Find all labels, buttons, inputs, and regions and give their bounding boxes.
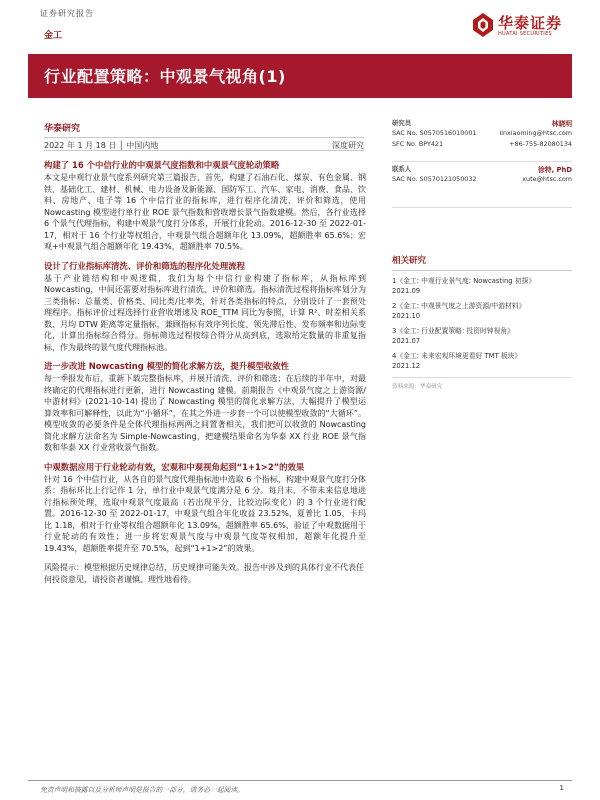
org-name: 华泰研究 — [44, 124, 81, 134]
report-title: 行业配置策略：中观景气视角(1) — [44, 67, 286, 86]
doc-type-label: 证券研究报告 — [40, 9, 94, 18]
analyst-sfc: SFC No. BPY421 — [392, 140, 444, 148]
analyst-phone: +86-755-82080134 — [509, 140, 572, 148]
related-research-title: 相关研究 — [392, 254, 572, 271]
related-item-title: 2《金工: 中观景气度之上游资源/中游材料》 — [392, 302, 526, 310]
related-item-title: 4《金工: 未来宏观环境更看好 TMT 板块》 — [392, 352, 522, 360]
related-item-title: 3《金工: 行业配置策略: 投资时钟视角》 — [392, 327, 514, 335]
footer-divider — [28, 780, 572, 781]
report-type: 深度研究 — [332, 141, 364, 150]
section-text: 基于产业链结构和中观逻辑，我们为每个中信行业构建了指标库，从指标库到 Nowcasting，中间还需要对指标库进行清洗、评价和筛选。指标清洗过程将指标库划分为三类指标：总量类、价格类、同比类/比率类，针对各类指标的特点，分别设计了一套预处理程序。指标评价过程选择行业营收增速及 ROE_TTM 同比为参照，计算 R²、时差相关系数、月均 DTW 距离等定量指标，兼顾指标有效序列长度、领先滞后性、发布频率和边际变化，计算出指标综合得分。指标筛选过程按综合得分从高到底，选取给定数量的非重复指标，作为最终的景气度代理指标池。 — [44, 273, 366, 352]
analyst-sac: SAC No. S0570121050032 — [392, 175, 477, 183]
section-text: 本文是中观行业景气度系列研究第三篇报告，首先，构建了石油石化、煤炭、有色金属、钢铁、基础化工、建材、机械、电力设备及新能源、国防军工、汽车、家电、消费、食品、饮料、房地产、电子等 16 个中信行业的指标库，进行程序化清洗、评价和筛选，使用 Nowcasting 模型进行单行业 ROE 景气指数和营收增长景气指数建模。然后，各行业选择 6 个景气代理指标，构建中观景气度打分体系，开展行业轮动。2016-12-30 至 2022-01-17，相对于 16 个行业等权组合，中观景气组合超额年化 13.09%，超额胜率 65.6%；宏观+中观景气组合超额年化 19.43%，超额胜率 70.5%。 — [44, 173, 366, 251]
section-heading: 中观数据应用于行业轮动有效，宏观和中观视角起到“1+1>2”的效果 — [44, 461, 305, 472]
title-banner — [28, 54, 572, 98]
related-item[interactable] — [392, 351, 572, 371]
analyst-sac: SAC No. S0570516010001 — [392, 129, 477, 137]
risk-warning: 风险提示：模型根据历史规律总结，历史规律可能失效。报告中涉及到的具体行业不代表任何投资意见，请投资者谨慎、理性地看待。 — [44, 563, 364, 584]
related-item[interactable] — [392, 301, 572, 321]
section-text: 针对 16 个中信行业，从各自的景气度代理指标池中选取 6 个指标，构建中观景气度打分体系：指标环比上行记作 1 分，单行业中观景气度满分是 6 分。每月末，不带未来信息地进行指标预处理，选取中观景气度最高（若出现平分，比较边际变化）的 3 个行业进行配置。2016-12-30 至 2022-01-17，中观景气组合年化收益 23.52%，夏普比 1.05，卡玛比 1.18，相对于行业等权组合超额年化 13.09%，超额胜率 65.6%，验证了中观数据用于行业轮动的有效性；进一步将宏观景气度与中观景气度等权相加，超额年化提升至 19.43%，超额胜率提升至 70.5%，起到“1+1>2”的效果。 — [44, 474, 366, 553]
sector-label: 金工 — [44, 31, 63, 41]
report-date: 2022 年 1 月 18 日 │ 中国内地 — [44, 141, 159, 150]
logo-text-en: HUATAI SECURITIES — [498, 31, 552, 37]
analyst-role: 联系人 — [392, 165, 412, 173]
section-text: 每一季报发布后，重新下载完整指标库，并展开清洗、评价和筛选；在后续的半年中，对最终确定的代理指标进行更新，进行 Nowcasting 建模。前期报告《中观景气度之上游资源/中游材料》(2021-10-14) 提出了 Nowcasting 模型的简化求解方法，大幅提升了模型运算效率和可解释性，以此为“小循环”，在其之外进一步套一个可以使模型收敛的“大循环”。模型收敛的必要条件是全体代理指标两两之间置著相关，我们把可以收敛的 Nowcasting 简化求解方法命名为 Simple-Nowcasting，把建模结果命名为华泰 XX 行业 ROE 景气指数和华泰 XX 行业营收景气指数。 — [44, 374, 366, 452]
related-item[interactable] — [392, 276, 572, 296]
related-item-date: 2021.10 — [392, 312, 421, 320]
analyst-email[interactable]: xute@htsc.com — [522, 175, 572, 183]
analyst-name: 徐特, PhD — [537, 166, 572, 174]
analyst-card — [392, 116, 572, 162]
analyst-role: 研究员 — [392, 119, 412, 127]
company-logo — [472, 12, 572, 44]
huatai-logo-icon — [472, 12, 494, 38]
analyst-name: 林晓明 — [551, 120, 572, 128]
page-number: 1 — [559, 784, 564, 792]
meta-line — [44, 137, 364, 151]
related-item-date: 2021.09 — [392, 287, 421, 295]
section-heading: 设计了行业指标库清洗、评价和筛选的程序化处理流程 — [44, 260, 245, 271]
related-item[interactable] — [392, 326, 572, 346]
related-item-date: 2021.07 — [392, 337, 421, 345]
logo-text-cn: 华泰证券 — [498, 14, 563, 32]
analyst-email[interactable]: linxiaoming@htsc.com — [499, 129, 572, 137]
related-item-title: 1《金工: 中观行业景气度: Nowcasting 初探》 — [392, 277, 536, 285]
related-source: 资料来源：华泰研究 — [392, 377, 572, 390]
sidebar — [392, 116, 572, 390]
section-heading: 进一步改进 Nowcasting 模型的简化求解方法，提升模型收敛性 — [44, 361, 290, 371]
section-heading: 构建了 16 个中信行业的中观景气度指数和中观景气度轮动策略 — [44, 160, 280, 170]
main-body — [44, 160, 366, 585]
analyst-card — [392, 162, 572, 208]
footer-disclaimer: 免责声明和披露以及分析师声明是报告的一部分，请务必一起阅读。 — [40, 786, 244, 794]
related-item-date: 2021.12 — [392, 362, 421, 370]
